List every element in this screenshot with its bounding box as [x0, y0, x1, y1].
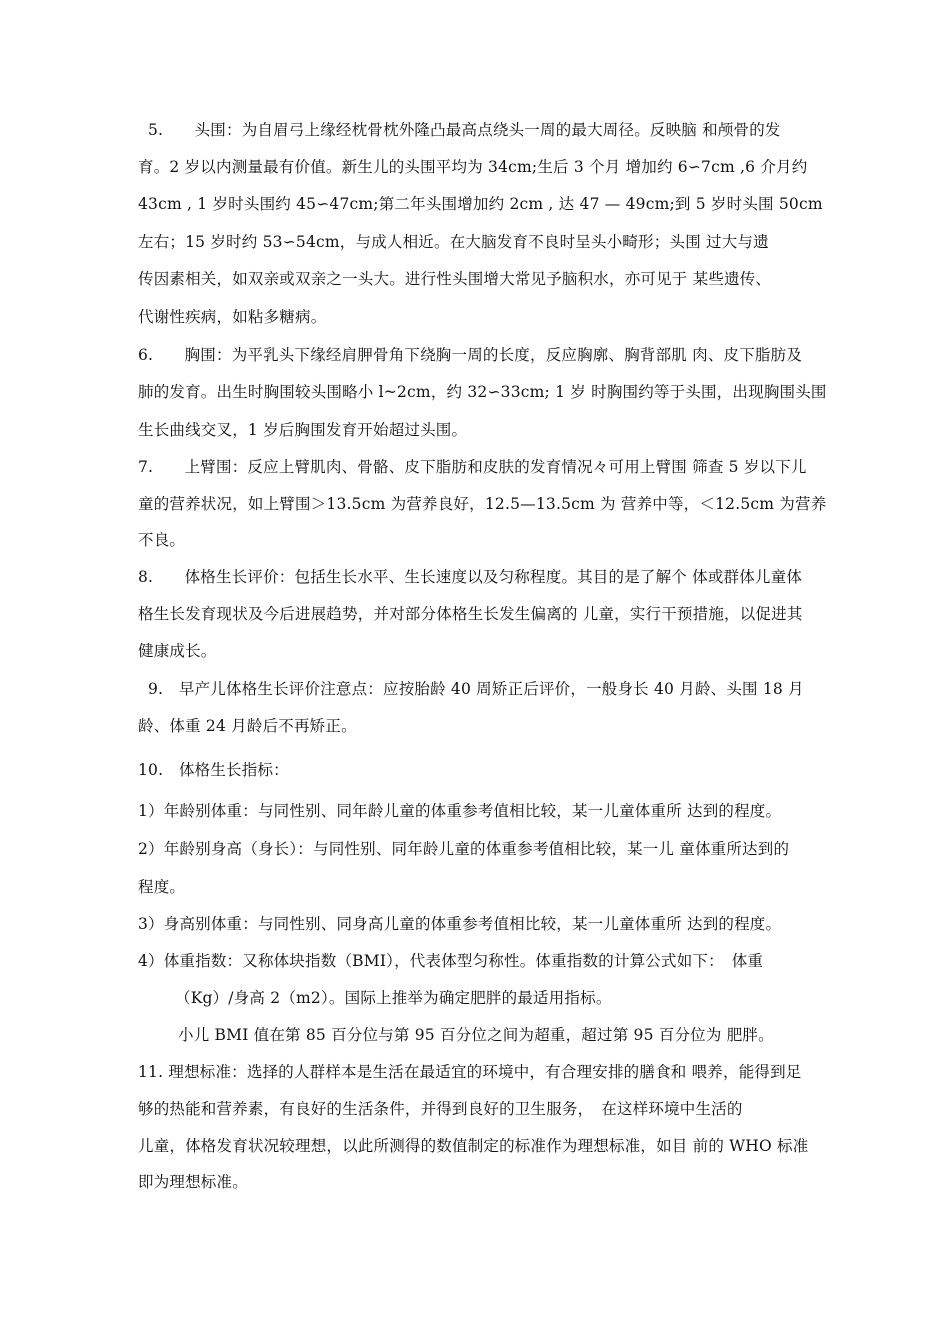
para-7-line-3: 不良。	[138, 531, 186, 549]
bmi-note: 小儿 BMI 值在第 85 百分位与第 95 百分位之间为超重，超过第 95 百分位为 肥胖。	[178, 1026, 774, 1044]
para-10-heading: 10. 体格生长指标：	[138, 761, 289, 779]
para-6-line-2: 肺的发育。出生时胸围较头围略小 l~2cm，约 32∽33cm; 1 岁 时胸围约等于头围，出现胸围头围	[138, 383, 827, 401]
para-11-line-2: 够的热能和营养素，有良好的生活条件，并得到良好的卫生服务， 在这样环境中生活的	[138, 1100, 743, 1118]
para-5-line-4: 左右；15 岁时约 53∽54cm，与成人相近。在大脑发育不良时呈头小畸形；头围 过大与遗	[138, 233, 769, 251]
indicator-2-line-1: 2）年龄别身高（身长）：与同性别、同年龄儿童的体重参考值相比较，某一儿 童体重所达到的	[138, 840, 790, 858]
para-8-line-2: 格生长发育现状及今后进展趋势，并对部分体格生长发生偏离的 儿童，实行干预措施，以促进其	[138, 605, 803, 623]
para-5-line-6: 代谢性疾病，如粘多糖病。	[138, 308, 327, 326]
para-5-line-5: 传因素相关，如双亲或双亲之一头大。进行性头围增大常见予脑积水，亦可见于 某些遗传、	[138, 270, 772, 288]
para-5-line-1: 5. 头围：为自眉弓上缘经枕骨枕外隆凸最高点绕头一周的最大周径。反映脑 和颅骨的发	[148, 121, 781, 139]
indicator-2-line-2: 程度。	[138, 878, 186, 896]
para-7-line-1: 7. 上臂围：反应上臂肌肉、骨骼、皮下脂肪和皮肤的发育情况々可用上臂围 筛查 5 岁以下儿	[138, 458, 807, 476]
para-7-line-2: 童的营养状况，如上臂围＞13.5cm 为营养良好，12.5—13.5cm 为 营养中等，＜12.5cm 为营养	[138, 495, 827, 513]
para-6-line-3: 生长曲线交叉，1 岁后胸围发育开始超过头围。	[138, 421, 468, 439]
para-9-line-2: 龄、体重 24 月龄后不再矫正。	[138, 717, 357, 735]
para-5-line-2: 育。2 岁以内测量最有价值。新生儿的头围平均为 34cm;生后 3 个月 增加约 6∽7cm ,6 介月约	[138, 158, 808, 176]
para-8-line-3: 健康成长。	[138, 642, 217, 660]
para-9-line-1: 9. 早产儿体格生长评价注意点：应按胎龄 40 周矫正后评价，一般身长 40 月龄、头围 18 月	[148, 680, 804, 698]
para-11-line-3: 儿童，体格发育状况较理想，以此所测得的数值制定的标准作为理想标准，如目 前的 WHO 标准	[138, 1137, 809, 1155]
indicator-3: 3）身高别体重：与同性别、同身高儿童的体重参考值相比较，某一儿童体重所 达到的程度。	[138, 915, 782, 933]
para-11-line-1: 11. 理想标准：选择的人群样本是生活在最适宜的环境中，有合理安排的膳食和 喂养，能得到足	[138, 1063, 802, 1081]
indicator-4-line-2: （Kg）/身高 2（m2）。国际上推举为确定肥胖的最适用指标。	[175, 989, 612, 1007]
para-5-line-3: 43cm , 1 岁时头围约 45∽47cm;第二年头围增加约 2cm , 达 47 — 49cm;到 5 岁时头围 50cm	[138, 195, 823, 213]
para-6-line-1: 6. 胸围：为平乳头下缘经肩胛骨角下绕胸一周的长度，反应胸廓、胸背部肌 肉、皮下脂肪及	[138, 346, 803, 364]
para-11-line-4: 即为理想标准。	[138, 1173, 248, 1191]
indicator-4-line-1: 4）体重指数：又称体块指数（BMI），代表体型匀称性。体重指数的计算公式如下： 体重	[138, 952, 764, 970]
para-8-line-1: 8. 体格生长评价：包括生长水平、生长速度以及匀称程度。其目的是了解个 体或群体儿童体	[138, 568, 803, 586]
indicator-1: 1）年龄别体重：与同性别、同年龄儿童的体重参考值相比较，某一儿童体重所 达到的程度。	[138, 802, 782, 820]
